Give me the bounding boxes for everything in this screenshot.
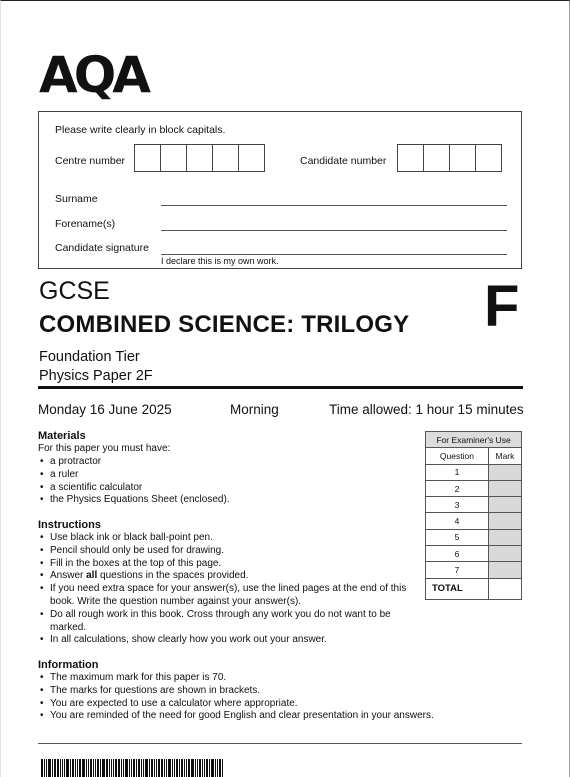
barcode-bar [75, 759, 76, 777]
candidate-number-digit-box[interactable] [475, 144, 502, 172]
examiner-use-table [425, 431, 522, 600]
barcode-bar [113, 759, 114, 777]
barcode-bar [52, 759, 53, 777]
time-allowed: Time allowed: 1 hour 15 minutes [329, 402, 524, 417]
barcode-bar [161, 759, 163, 777]
table-row [426, 497, 522, 513]
mark-cell[interactable] [488, 546, 521, 562]
barcode-bar [209, 759, 210, 777]
list-item: • a scientific calculator [38, 482, 230, 495]
answer-all-text-end: questions in the spaces provided. [97, 570, 249, 582]
mark-cell[interactable] [488, 529, 521, 545]
surname-label: Surname [55, 193, 98, 205]
question-number: 7 [426, 562, 489, 578]
barcode-bar [176, 759, 178, 777]
barcode-bar [72, 759, 74, 777]
barcode-bar [118, 759, 120, 777]
list-item: • Pencil should only be used for drawing. [38, 545, 418, 558]
barcode-bar [41, 759, 43, 777]
barcode-bar [48, 759, 51, 777]
barcode-bar [158, 759, 160, 777]
instructions-heading: Instructions [38, 519, 101, 531]
barcode-bar [215, 759, 216, 777]
barcode-bar [168, 759, 171, 777]
barcode-bar [115, 759, 117, 777]
mark-cell[interactable] [488, 464, 521, 480]
barcode-bar [66, 759, 69, 777]
list-item: • Fill in the boxes at the top of this page. [38, 558, 418, 571]
barcode-bar [106, 759, 108, 777]
barcode-bar [164, 759, 165, 777]
table-row [426, 464, 522, 480]
paper-name: Physics Paper 2F [39, 368, 153, 384]
barcode-bar [138, 759, 140, 777]
total-mark-cell[interactable] [488, 578, 521, 599]
tier-letter: F [484, 274, 520, 339]
barcode-bar [141, 759, 142, 777]
barcode-bar [62, 759, 63, 777]
candidate-number-digit-box[interactable] [397, 144, 424, 172]
list-item: • The maximum mark for this paper is 70. [38, 672, 434, 685]
forename-label: Forename(s) [55, 218, 116, 230]
barcode-bar [102, 759, 105, 777]
surname-line[interactable] [161, 205, 507, 206]
barcode-bar [77, 759, 78, 777]
footer-divider [38, 743, 522, 744]
barcode-bar [222, 759, 223, 777]
centre-number-digit-box[interactable] [212, 144, 239, 172]
barcode-bar [133, 759, 135, 777]
centre-number-digit-box[interactable] [186, 144, 213, 172]
barcode-bar [90, 759, 92, 777]
answer-all-text: Answer [50, 570, 87, 582]
declaration-text: I declare this is my own work. [161, 256, 279, 266]
mark-cell[interactable] [488, 562, 521, 578]
barcode-bar [199, 759, 201, 777]
barcode [41, 759, 251, 777]
barcode-bar [172, 759, 173, 777]
mark-cell[interactable] [488, 480, 521, 496]
barcode-bar [179, 759, 180, 777]
barcode-bar [184, 759, 185, 777]
centre-number-digit-box[interactable] [238, 144, 265, 172]
barcode-bar [202, 759, 203, 777]
centre-number-digit-box[interactable] [160, 144, 187, 172]
signature-line[interactable] [161, 254, 507, 255]
candidate-number-label: Candidate number [300, 155, 387, 167]
examiner-table-title: For Examiner's Use [426, 432, 522, 448]
question-number: 2 [426, 480, 489, 496]
materials-heading: Materials [38, 430, 86, 442]
barcode-bar [154, 759, 155, 777]
barcode-bar [60, 759, 61, 777]
table-row [426, 480, 522, 496]
barcode-bar [88, 759, 89, 777]
barcode-bar [219, 759, 221, 777]
qualification-title: GCSE [39, 277, 110, 305]
barcode-bar [188, 759, 190, 777]
block-capitals-instruction: Please write clearly in block capitals. [55, 124, 226, 136]
candidate-details-box [38, 111, 522, 269]
barcode-bar [125, 759, 128, 777]
barcode-bar [143, 759, 144, 777]
barcode-bar [174, 759, 175, 777]
barcode-bar [100, 759, 101, 777]
barcode-bar [44, 759, 45, 777]
centre-number-label: Centre number [55, 155, 126, 167]
question-number: 3 [426, 497, 489, 513]
barcode-bar [191, 759, 194, 777]
materials-list [38, 456, 230, 507]
barcode-bar [206, 759, 208, 777]
materials-intro: For this paper you must have: [38, 443, 171, 454]
question-number: 1 [426, 464, 489, 480]
list-item: • You are reminded of the need for good English and clear presentation in your answers. [38, 710, 434, 723]
barcode-bar [57, 759, 59, 777]
answer-all-emphasis: all [86, 570, 98, 582]
question-column-header: Question [426, 448, 489, 464]
barcode-bar [145, 759, 148, 777]
barcode-bar [149, 759, 150, 777]
list-item: • The marks for questions are shown in brackets. [38, 685, 434, 698]
barcode-bar [204, 759, 205, 777]
table-row [426, 529, 522, 545]
barcode-bar [136, 759, 137, 777]
barcode-bar [166, 759, 167, 777]
barcode-bar [95, 759, 96, 777]
mark-cell[interactable] [488, 513, 521, 529]
barcode-bar [64, 759, 65, 777]
barcode-bar [123, 759, 124, 777]
forename-line[interactable] [161, 230, 507, 231]
list-item: • a ruler [38, 469, 230, 482]
subject-title: COMBINED SCIENCE: TRILOGY [39, 311, 410, 338]
aqa-logo: AQA [39, 46, 147, 104]
signature-label: Candidate signature [55, 242, 149, 254]
barcode-bar [70, 759, 71, 777]
information-list [38, 672, 434, 723]
barcode-bar [79, 759, 81, 777]
list-item: • If you need extra space for your answer(s), use the lined pages at the end of this book. Write the question number against your answer(s). [38, 583, 418, 609]
information-heading: Information [38, 659, 99, 671]
barcode-bar [46, 759, 47, 777]
table-row [426, 546, 522, 562]
barcode-bar [197, 759, 198, 777]
barcode-bar [186, 759, 187, 777]
table-row [426, 562, 522, 578]
exam-date: Monday 16 June 2025 [38, 402, 172, 417]
barcode-bar [86, 759, 87, 777]
candidate-number-boxes[interactable] [398, 144, 502, 172]
candidate-number-digit-box[interactable] [423, 144, 450, 172]
tier-name: Foundation Tier [39, 349, 140, 365]
barcode-bar [93, 759, 94, 777]
question-number: 5 [426, 529, 489, 545]
centre-number-digit-box[interactable] [134, 144, 161, 172]
total-label: TOTAL [426, 578, 489, 599]
question-number: 4 [426, 513, 489, 529]
total-row [426, 578, 522, 599]
exam-session: Morning [230, 402, 279, 417]
barcode-bar [129, 759, 130, 777]
barcode-bar [109, 759, 110, 777]
barcode-bar [111, 759, 112, 777]
mark-column-header: Mark [488, 448, 521, 464]
list-item: • the Physics Equations Sheet (enclosed). [38, 494, 230, 507]
barcode-bar [211, 759, 214, 777]
instructions-list [38, 532, 418, 647]
title-divider [38, 386, 523, 389]
barcode-bar [121, 759, 122, 777]
barcode-bar [195, 759, 196, 777]
barcode-bar [151, 759, 153, 777]
barcode-bar [82, 759, 85, 777]
list-item: • In all calculations, show clearly how you work out your answer. [38, 634, 418, 647]
barcode-bar [181, 759, 183, 777]
list-item: • a protractor [38, 456, 230, 469]
list-item: • You are expected to use a calculator where appropriate. [38, 698, 434, 711]
list-item: • Do all rough work in this book. Cross through any work you do not want to be marked. [38, 609, 418, 635]
question-number: 6 [426, 546, 489, 562]
barcode-bar [54, 759, 56, 777]
barcode-bar [97, 759, 99, 777]
barcode-bar [156, 759, 157, 777]
list-item [38, 570, 418, 583]
centre-number-boxes[interactable] [135, 144, 265, 172]
barcode-bar [131, 759, 132, 777]
list-item: • Use black ink or black ball-point pen. [38, 532, 418, 545]
table-row [426, 513, 522, 529]
candidate-number-digit-box[interactable] [449, 144, 476, 172]
mark-cell[interactable] [488, 497, 521, 513]
barcode-bar [217, 759, 218, 777]
